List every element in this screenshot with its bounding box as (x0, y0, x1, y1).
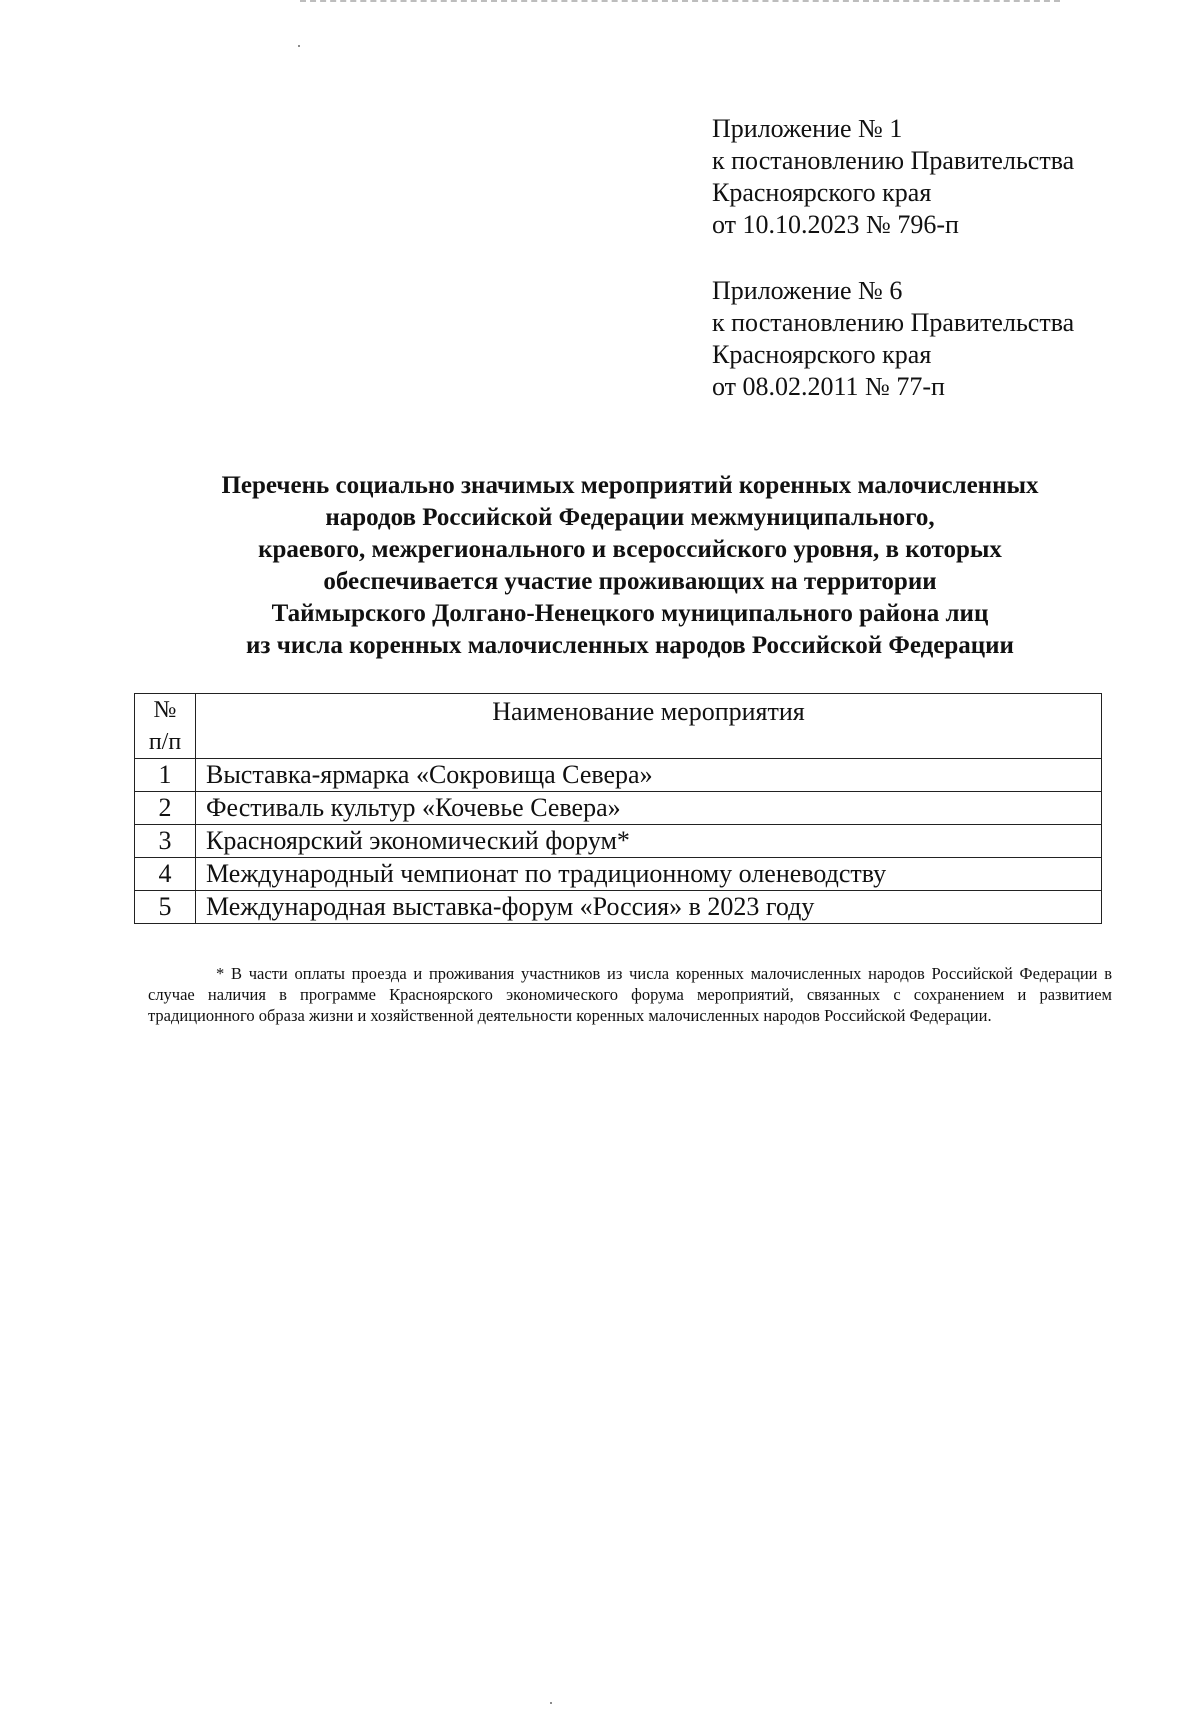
table-row (135, 825, 1102, 858)
title-line: краевого, межрегионального и всероссийского уровня, в которых (258, 536, 1002, 563)
appendix-number: Приложение № 1 (712, 114, 903, 143)
events-table (134, 693, 1102, 924)
title-line: из числа коренных малочисленных народов Российской Федерации (246, 632, 1014, 659)
header-number-abbrev: п/п (148, 729, 182, 755)
appendix-date: от 10.10.2023 № 796-п (712, 210, 959, 239)
appendix-reference-current (712, 113, 1074, 241)
event-name: Международный чемпионат по традиционному оленеводству (196, 858, 1102, 891)
table-row (135, 891, 1102, 924)
title-line: народов Российской Федерации межмуниципального, (325, 504, 935, 531)
scan-artifact-line (300, 0, 1060, 4)
appendix-region: Красноярского края (712, 178, 932, 207)
appendix-to-resolution: к постановлению Правительства (712, 146, 1075, 175)
appendix-region: Красноярского края (712, 340, 932, 369)
event-name: Фестиваль культур «Кочевье Севера» (196, 792, 1102, 825)
appendix-number: Приложение № 6 (712, 276, 903, 305)
document-title (130, 470, 1130, 662)
table-row (135, 792, 1102, 825)
scan-speck (550, 1702, 552, 1704)
table-header-row (135, 694, 1102, 759)
footnote-text: * В части оплаты проезда и проживания участников из числа коренных малочисленных народов Российской Федерации в случае наличия в программе Красноярского экономического форума мероприятий, связанных с сохранением и развитием традиционного образа жизни и хозяйственной деятельности коренных малочисленных народов Российской Федерации. (148, 964, 1112, 1025)
appendix-reference-original (712, 275, 1074, 403)
footnote (148, 963, 1112, 1026)
row-number: 5 (135, 891, 196, 924)
event-name: Международная выставка-форум «Россия» в 2023 году (196, 891, 1102, 924)
scan-speck (298, 45, 300, 47)
header-number-cell (135, 694, 196, 759)
title-line: обеспечивается участие проживающих на территории (323, 568, 937, 595)
row-number: 2 (135, 792, 196, 825)
row-number: 3 (135, 825, 196, 858)
table-row (135, 858, 1102, 891)
row-number: 4 (135, 858, 196, 891)
title-line: Таймырского Долгано-Ненецкого муниципального района лиц (271, 600, 989, 627)
event-name: Выставка-ярмарка «Сокровища Севера» (196, 759, 1102, 792)
table-row (135, 759, 1102, 792)
title-line: Перечень социально значимых мероприятий коренных малочисленных (221, 472, 1039, 499)
header-name-cell: Наименование мероприятия (196, 694, 1102, 759)
appendix-to-resolution: к постановлению Правительства (712, 308, 1075, 337)
row-number: 1 (135, 759, 196, 792)
header-number-symbol: № (153, 697, 177, 723)
appendix-date: от 08.02.2011 № 77-п (712, 372, 945, 401)
event-name: Красноярский экономический форум* (196, 825, 1102, 858)
